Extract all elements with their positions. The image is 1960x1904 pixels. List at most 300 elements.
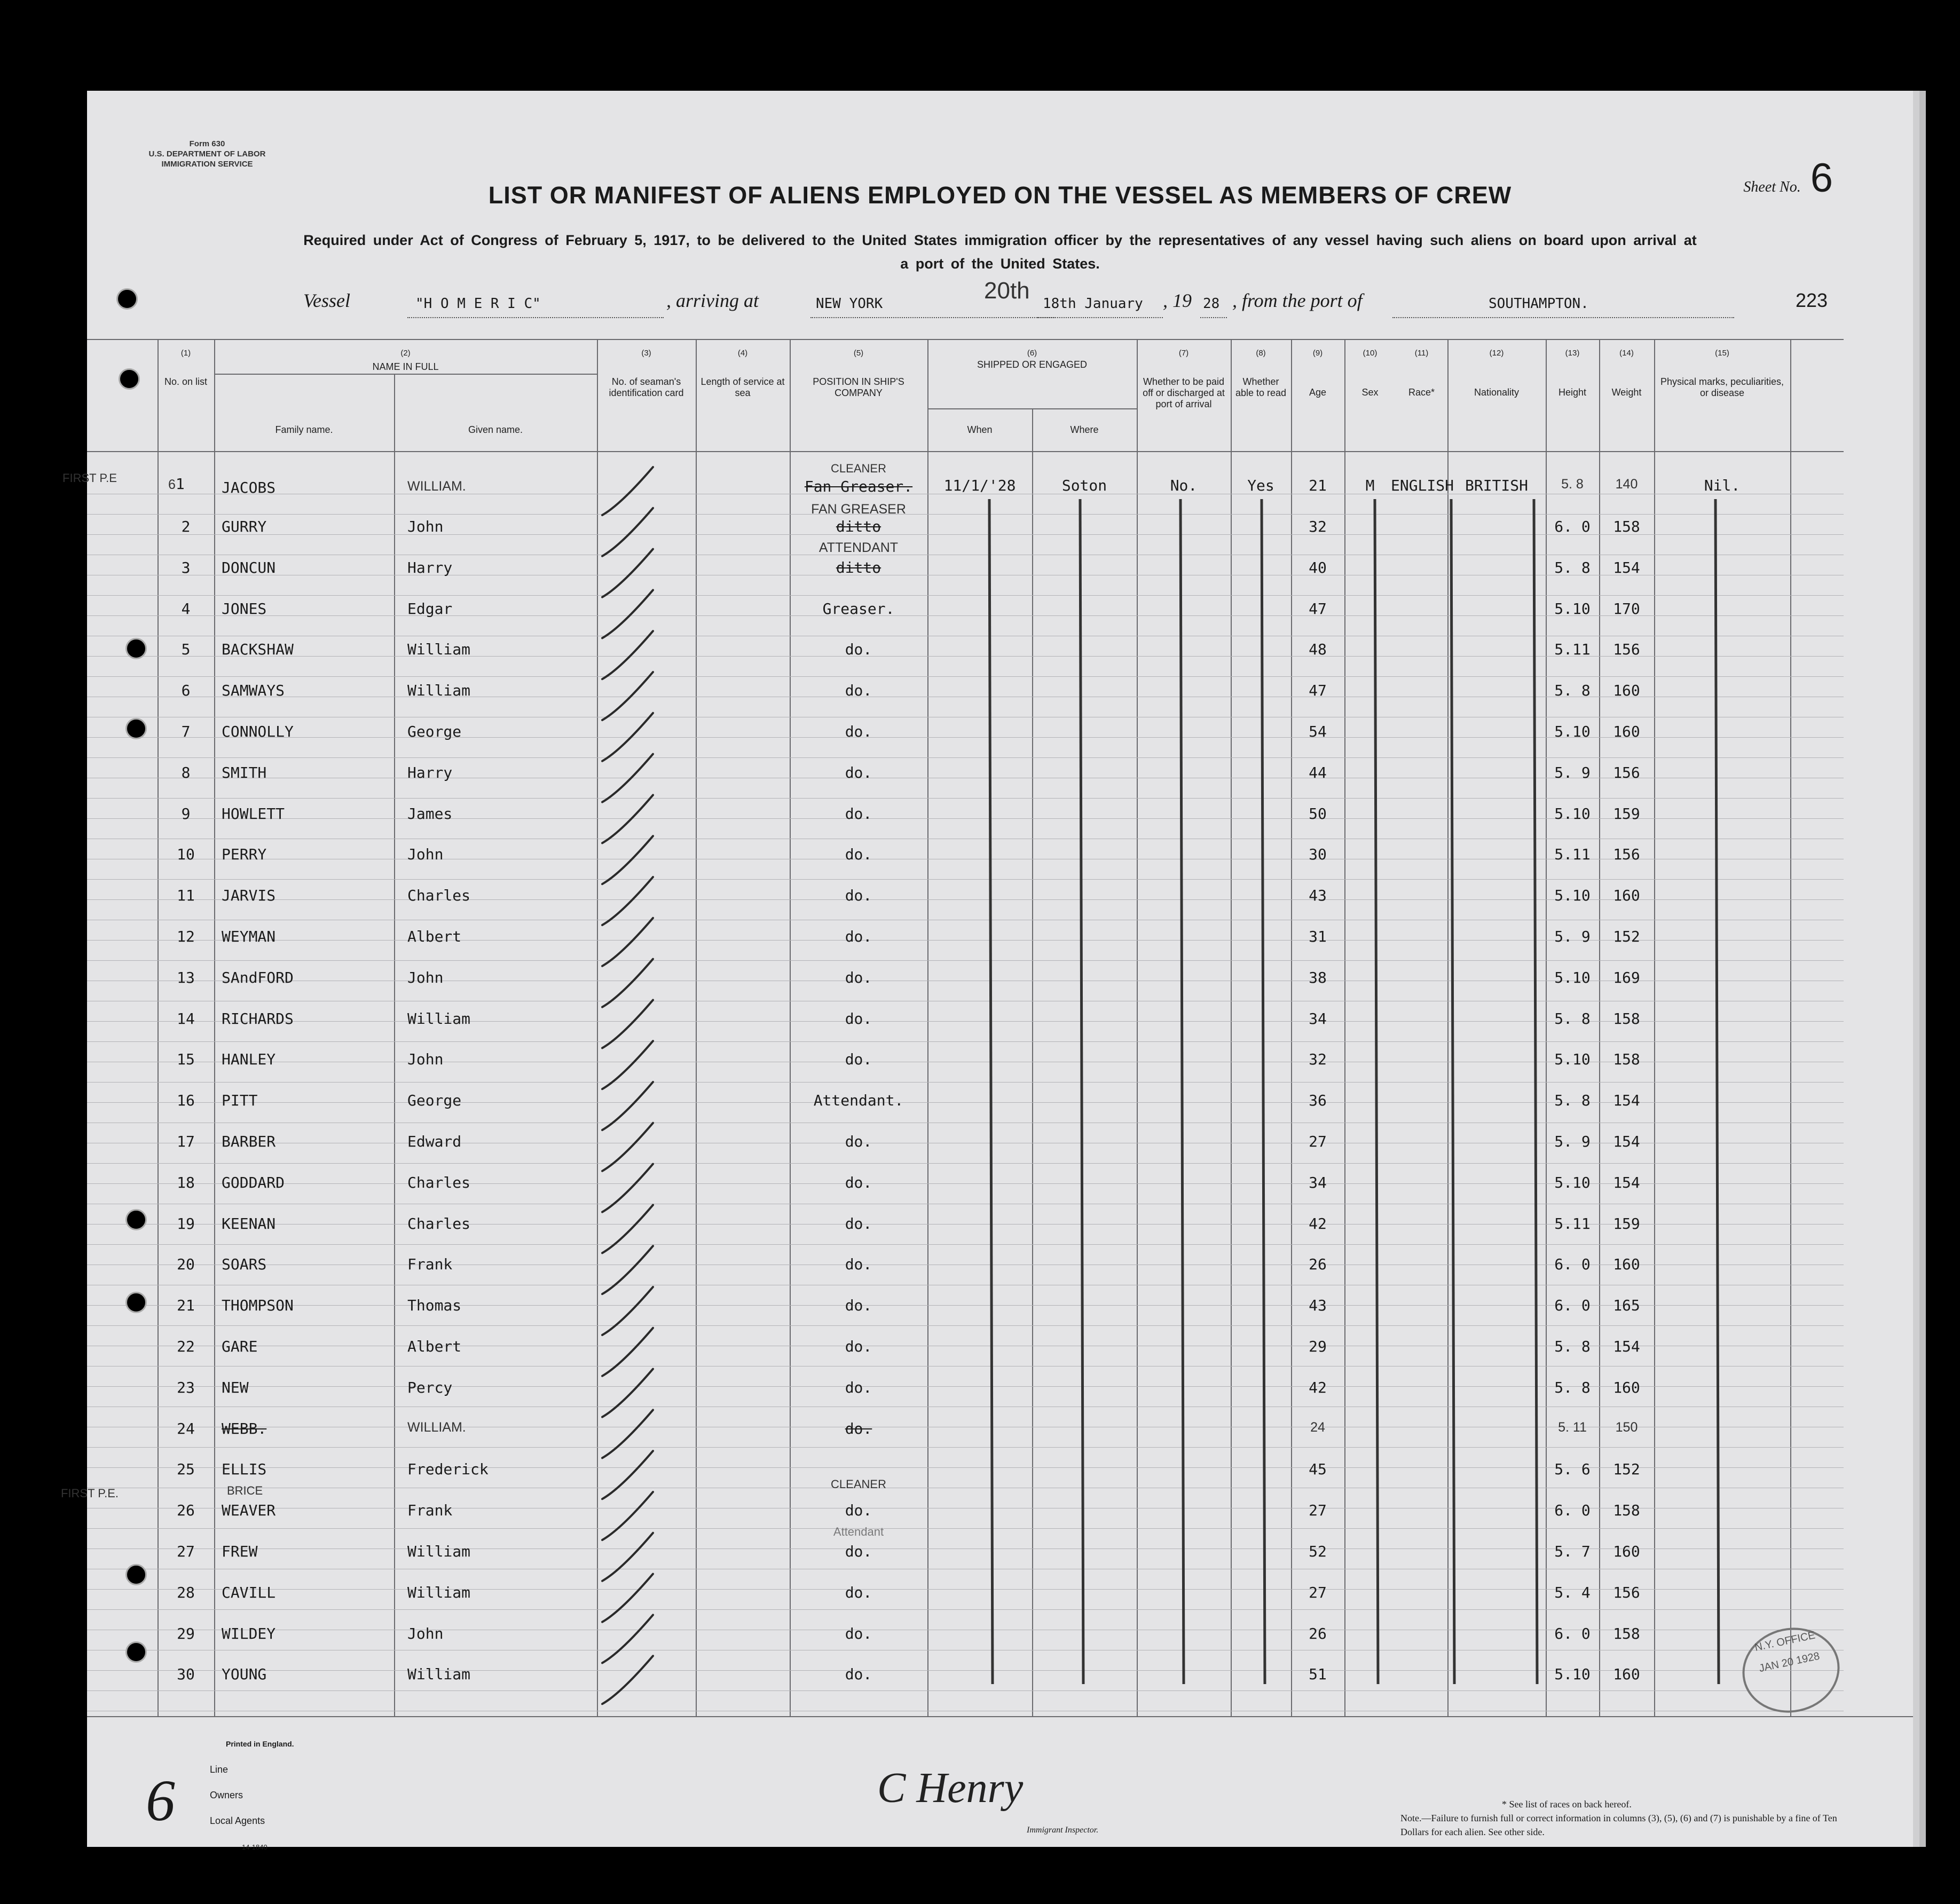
row-number: 4 (181, 599, 191, 618)
position: do. (845, 887, 872, 905)
dotted-rule (810, 317, 1056, 318)
binder-hole (125, 638, 147, 659)
form-header (140, 139, 274, 169)
height: 5.10 (1554, 1050, 1591, 1069)
row-number: 26 (177, 1502, 195, 1520)
position: do. (845, 1378, 872, 1396)
age: 32 (1309, 518, 1327, 535)
column-header: Physical marks, peculiarities, or disease (1660, 376, 1784, 398)
first-pe-margin-note-row24: FIRST P.E. (60, 1487, 119, 1500)
family-name: JARVIS (222, 887, 276, 905)
weight: 169 (1613, 968, 1640, 986)
row-number: 29 (177, 1624, 195, 1642)
row-number: 3 (181, 558, 191, 576)
weight: 156 (1613, 763, 1640, 781)
weight: 159 (1613, 804, 1640, 823)
col-rule (1344, 339, 1345, 1716)
weight: 160 (1613, 1255, 1640, 1274)
column-header: POSITION IN SHIP'S COMPANY (813, 376, 904, 398)
given-name: Albert (407, 1338, 462, 1355)
ruled-line (87, 514, 1844, 515)
dotted-rule (407, 317, 664, 318)
family-name: SAMWAYS (222, 682, 285, 700)
row-number: 24 (177, 1419, 195, 1437)
column-header: Sex (1361, 387, 1379, 398)
age: 27 (1309, 1133, 1327, 1150)
given-name: George (407, 1092, 462, 1110)
owners-label: Owners (210, 1790, 243, 1800)
column-number: (15) (1715, 349, 1729, 358)
col-rule (1032, 408, 1033, 1716)
family-name: YOUNG (222, 1665, 267, 1684)
row-number: 2 (181, 518, 191, 535)
height: 5.11 (1554, 1214, 1591, 1233)
ruled-line (87, 1041, 1844, 1042)
column-number: (5) (853, 349, 864, 358)
column-header: Whether able to read (1235, 376, 1287, 398)
given-name: Charles (407, 1173, 471, 1191)
height: 6. 0 (1554, 1255, 1591, 1274)
age: 26 (1309, 1255, 1327, 1274)
family-name: WEAVER (222, 1502, 276, 1520)
row-number: 27 (177, 1543, 195, 1560)
age: 51 (1309, 1665, 1327, 1684)
row-number: 8 (181, 763, 191, 781)
position: do. (845, 1338, 872, 1355)
family-name: CONNOLLY (222, 723, 294, 740)
position-struck: Fan Greaser. (804, 478, 913, 495)
page-subtitle: Required under Act of Congress of February 5, 1917, to be delivered to the United States immigration officer by the representatives of any vessel having such aliens on board upon arrival at a port of the United States. (303, 232, 1697, 272)
column-number: (8) (1256, 349, 1266, 358)
position: do. (845, 1297, 872, 1315)
family-name: SAndFORD (222, 968, 294, 986)
family-name: JACOBS (222, 479, 276, 496)
weight: 156 (1613, 1583, 1640, 1601)
col-rule (214, 339, 215, 1716)
row-number: 7 (181, 723, 191, 740)
family-name: SMITH (222, 763, 267, 781)
age: 52 (1309, 1543, 1327, 1560)
weight: 154 (1613, 1338, 1640, 1355)
position: ditto (836, 518, 881, 535)
manifest-sheet (60, 91, 1913, 1851)
position: do. (845, 641, 872, 659)
ruled-line (87, 798, 1844, 799)
weight: 158 (1613, 518, 1640, 535)
position: do. (845, 1543, 872, 1560)
binder-hole (125, 1292, 147, 1313)
weight: 140 (1615, 477, 1638, 492)
column-header: SHIPPED OR ENGAGED (977, 359, 1088, 370)
family-name: JONES (222, 599, 267, 618)
height: 5.10 (1554, 804, 1591, 823)
weight: 156 (1613, 846, 1640, 864)
col-rule (696, 339, 697, 1716)
height: 6. 0 (1554, 1297, 1591, 1315)
inspector-signature: C Henry (877, 1765, 1024, 1812)
age: 40 (1309, 558, 1327, 576)
column-number: (11) (1414, 349, 1429, 358)
column-number: (3) (641, 349, 651, 358)
family-name: HOWLETT (222, 804, 285, 823)
form-number: Form 630 (189, 139, 225, 148)
row-number: 13 (177, 968, 195, 986)
weight: 158 (1613, 1009, 1640, 1028)
row-number: 16 (177, 1092, 195, 1110)
ruled-line (87, 879, 1844, 880)
when-header: When (967, 424, 993, 435)
ruled-line (87, 1528, 1844, 1529)
position: Attendant. (813, 1092, 904, 1110)
weight: 160 (1613, 1543, 1640, 1560)
arrival-year: 28 (1203, 296, 1220, 312)
row-number: 10 (177, 846, 195, 864)
given-name: George (407, 723, 462, 740)
col-rule (1447, 339, 1449, 1716)
dotted-rule (1392, 317, 1734, 318)
given-name: John (407, 1624, 444, 1642)
family-name: GARE (222, 1338, 258, 1355)
position-hand: CLEANER (831, 462, 886, 475)
weight: 150 (1615, 1419, 1638, 1435)
row-number: 20 (177, 1255, 195, 1274)
row-number: 23 (177, 1378, 195, 1396)
given-name: Harry (407, 558, 453, 576)
position: do. (845, 1173, 872, 1191)
position: do. (845, 846, 872, 864)
given-name: William (407, 1543, 471, 1560)
position: do. (845, 928, 872, 945)
position: do. (845, 1665, 872, 1684)
age: 26 (1309, 1624, 1327, 1642)
family-name: DONCUN (222, 558, 276, 576)
header-bottom-rule (87, 451, 1844, 452)
weight: 170 (1613, 599, 1640, 618)
age: 38 (1309, 968, 1327, 986)
hand-correction-row24-position: CLEANER (831, 1478, 886, 1491)
row-number: 12 (177, 928, 195, 945)
given-name: Edgar (407, 599, 453, 618)
weight: 160 (1613, 1665, 1640, 1684)
position: do. (845, 804, 872, 823)
given-name: Frederick (407, 1460, 489, 1479)
list-number: 223 (1796, 289, 1828, 311)
position: do. (845, 1214, 872, 1233)
dotted-rule (1037, 317, 1163, 318)
col-rule (1654, 339, 1655, 1716)
age: 43 (1309, 887, 1327, 905)
family-name: THOMPSON (222, 1297, 294, 1315)
column-number: (10) (1363, 349, 1377, 358)
age: 29 (1309, 1338, 1327, 1355)
ruled-line (87, 1082, 1844, 1083)
column-header: Age (1309, 387, 1327, 398)
family-name: HANLEY (222, 1050, 276, 1069)
column-number: (1) (180, 349, 191, 358)
row-number: 19 (177, 1214, 195, 1233)
row-number: 61 (168, 475, 185, 493)
race: ENGLISH (1390, 477, 1454, 494)
ruled-line (87, 757, 1844, 758)
column-header: Weight (1611, 387, 1642, 398)
height: 5. 9 (1554, 928, 1591, 945)
family-name: PERRY (222, 846, 267, 864)
age: 32 (1309, 1050, 1327, 1069)
height: 5.10 (1554, 599, 1591, 618)
age: 24 (1310, 1419, 1325, 1435)
vessel-name: "H O M E R I C" (415, 296, 541, 312)
age: 34 (1309, 1009, 1327, 1028)
column-header: No. of seaman's identification card (609, 376, 684, 398)
position: do. (845, 1050, 872, 1069)
age: 42 (1309, 1378, 1327, 1396)
position: do. (845, 1502, 872, 1520)
column-header: Whether to be paid off or discharged at port of arrival (1143, 376, 1225, 409)
position: do. (845, 723, 872, 740)
weight: 160 (1613, 1378, 1640, 1396)
given-name: Harry (407, 763, 453, 781)
family-name: WEYMAN (222, 928, 276, 945)
weight: 156 (1613, 641, 1640, 659)
able-to-read: Yes (1247, 477, 1274, 494)
height: 5.11 (1554, 641, 1591, 659)
page-title: LIST OR MANIFEST OF ALIENS EMPLOYED ON THE VESSEL AS MEMBERS OF CREW (488, 181, 1512, 209)
given-name: William (407, 1583, 471, 1601)
family-name: BARBER (222, 1133, 276, 1150)
column-number: (14) (1619, 349, 1634, 358)
given-name: Albert (407, 928, 462, 945)
weight: 160 (1613, 723, 1640, 740)
manifest-table (60, 339, 1844, 1716)
height: 5. 7 (1554, 1543, 1591, 1560)
col-rule (1790, 339, 1791, 1716)
row-number: 22 (177, 1338, 195, 1355)
weight: 165 (1613, 1297, 1640, 1315)
row-number: 30 (177, 1665, 195, 1684)
dotted-rule (1200, 317, 1227, 318)
column-number: (13) (1565, 349, 1580, 358)
row-number: 14 (177, 1009, 195, 1028)
family-name: GURRY (222, 518, 267, 535)
family-name: WILDEY (222, 1624, 276, 1642)
table-top-rule (87, 339, 1844, 340)
given-name: John (407, 518, 444, 535)
height: 5. 8 (1554, 1378, 1591, 1396)
row-number: 6 (181, 682, 191, 700)
row-number: 11 (177, 887, 195, 905)
given-name: John (407, 968, 444, 986)
column-number: (4) (737, 349, 748, 358)
given-name: WILLIAM. (407, 479, 466, 494)
height: 5. 8 (1554, 558, 1591, 576)
position: do. (845, 1583, 872, 1601)
age: 47 (1309, 682, 1327, 700)
given-name: Frank (407, 1502, 453, 1520)
given-name: William (407, 641, 471, 659)
department: U.S. DEPARTMENT OF LABOR (148, 149, 266, 159)
given-name-header: Given name. (468, 424, 523, 435)
local-agents-label: Local Agents 14-1840 (210, 1815, 267, 1851)
row-number: 28 (177, 1583, 195, 1601)
col-rule (597, 339, 598, 1716)
row-number: 9 (181, 804, 191, 823)
height: 5.10 (1554, 1173, 1591, 1191)
header-rule (927, 408, 1137, 409)
given-name: WILLIAM. (407, 1419, 466, 1435)
height: 6. 0 (1554, 518, 1591, 535)
position: do. (845, 1009, 872, 1028)
row-number: 17 (177, 1133, 195, 1150)
given-name: Thomas (407, 1297, 462, 1315)
footer (87, 1716, 1913, 1851)
weight: 152 (1613, 1460, 1640, 1479)
position: do. (845, 1624, 872, 1642)
arrival-date: 18th January (1043, 296, 1143, 312)
position: do. (845, 1255, 872, 1274)
col-rule (927, 339, 928, 1716)
sheet-number: Sheet No. 6 (1743, 155, 1833, 201)
family-name: GODDARD (222, 1173, 285, 1191)
hand-correction-row2: FAN GREASER (811, 502, 906, 517)
binder-hole (125, 1564, 147, 1585)
hand-correction-row25-position: Attendant (833, 1525, 884, 1538)
height: 5. 8 (1554, 682, 1591, 700)
position: do. (845, 1133, 872, 1150)
arrival-port: NEW YORK (816, 296, 883, 312)
height: 5. 8 (1554, 1092, 1591, 1110)
height: 5. 8 (1561, 477, 1584, 492)
position: Greaser. (822, 599, 895, 618)
nationality: BRITISH (1465, 477, 1528, 494)
given-name: James (407, 804, 453, 823)
weight: 154 (1613, 1092, 1640, 1110)
sex: M (1365, 477, 1375, 494)
height: 6. 0 (1554, 1502, 1591, 1520)
column-number: (2) (400, 349, 411, 358)
footer-rule (87, 1716, 1913, 1717)
weight: 160 (1613, 887, 1640, 905)
family-name: NEW (222, 1378, 249, 1396)
age: 45 (1309, 1460, 1327, 1479)
footer-fields: Printed in England. Line Owners Local Agents 14-1840 (210, 1731, 294, 1860)
first-pe-margin-note: FIRST P.E (62, 471, 117, 485)
family-name: CAVILL (222, 1583, 276, 1601)
col-rule (1137, 339, 1138, 1716)
row-number: 25 (177, 1460, 195, 1479)
line-label: Line (210, 1764, 229, 1775)
height: 5. 6 (1554, 1460, 1591, 1479)
height: 6. 0 (1554, 1624, 1591, 1642)
hand-sheet-six: 6 (146, 1768, 175, 1833)
shipped-where: Soton (1061, 477, 1107, 494)
column-number: (9) (1312, 349, 1323, 358)
family-name: WEBB. (222, 1419, 267, 1437)
binder-hole (125, 1209, 147, 1230)
given-name: William (407, 1665, 471, 1684)
age: 34 (1309, 1173, 1327, 1191)
family-name: RICHARDS (222, 1009, 294, 1028)
height: 5. 8 (1554, 1009, 1591, 1028)
height: 5. 8 (1554, 1338, 1591, 1355)
age: 42 (1309, 1214, 1327, 1233)
height: 5.10 (1554, 887, 1591, 905)
row-number: 21 (177, 1297, 195, 1315)
column-header: Race* (1408, 387, 1435, 398)
column-number: (6) (1027, 349, 1037, 358)
position: do. (845, 968, 872, 986)
family-name: FREW (222, 1543, 258, 1560)
ruled-line (87, 1690, 1844, 1691)
given-name: Frank (407, 1255, 453, 1274)
family-name: KEENAN (222, 1214, 276, 1233)
ruled-line (87, 1244, 1844, 1245)
weight: 154 (1613, 1173, 1640, 1191)
office-stamp: N.Y. OFFICE JAN 20 1928 (1735, 1619, 1848, 1722)
column-header: No. on list (164, 376, 208, 387)
weight: 154 (1613, 558, 1640, 576)
ruled-line (87, 960, 1844, 961)
given-name: Charles (407, 1214, 471, 1233)
binder-hole (125, 718, 147, 739)
row-number: 15 (177, 1050, 195, 1069)
given-name: William (407, 1009, 471, 1028)
binder-hole (116, 288, 138, 310)
weight: 159 (1613, 1214, 1640, 1233)
age: 21 (1309, 477, 1327, 494)
given-name: Charles (407, 887, 471, 905)
height: 5.10 (1554, 1665, 1591, 1684)
height: 5. 9 (1554, 1133, 1591, 1150)
height: 5. 11 (1558, 1419, 1587, 1435)
ruled-line (87, 676, 1844, 677)
height: 5.10 (1554, 968, 1591, 986)
weight: 158 (1613, 1050, 1640, 1069)
ruled-line (87, 1447, 1844, 1448)
family-name: BACKSHAW (222, 641, 294, 659)
ruled-line (87, 1609, 1844, 1610)
given-name: William (407, 682, 471, 700)
column-header: Nationality (1474, 387, 1520, 398)
footer-note: * See list of races on back hereof. Note.—Failure to furnish full or correct information in columns (3), (5), (6) and (7) is punishable by a fine of Ten Dollars for each alien. See other side. (1400, 1799, 1837, 1837)
weight: 152 (1613, 928, 1640, 945)
binder-hole (119, 368, 140, 390)
family-name: SOARS (222, 1255, 267, 1274)
ruled-line (87, 1325, 1844, 1326)
arrival-date-hand: 20th (984, 278, 1030, 304)
height: 5. 4 (1554, 1583, 1591, 1601)
family-name: ELLIS (222, 1460, 267, 1479)
column-number: (12) (1489, 349, 1504, 358)
height: 5.10 (1554, 723, 1591, 740)
paid-off: No. (1170, 477, 1198, 494)
age: 27 (1309, 1583, 1327, 1601)
hand-correction-row24-name: BRICE (227, 1484, 263, 1497)
weight: 158 (1613, 1502, 1640, 1520)
age: 50 (1309, 804, 1327, 823)
height: 5.11 (1554, 846, 1591, 864)
hand-correction-row3: ATTENDANT (818, 540, 899, 555)
family-name-header: Family name. (275, 424, 333, 435)
given-name: John (407, 846, 444, 864)
ruled-line (87, 1163, 1844, 1164)
age: 43 (1309, 1297, 1327, 1315)
col-rule (1231, 339, 1232, 1716)
height: 5. 9 (1554, 763, 1591, 781)
column-header: Height (1558, 387, 1587, 398)
given-name: John (407, 1050, 444, 1069)
inspector-caption: Immigrant Inspector. (1027, 1826, 1099, 1835)
column-header: NAME IN FULL (372, 361, 439, 372)
